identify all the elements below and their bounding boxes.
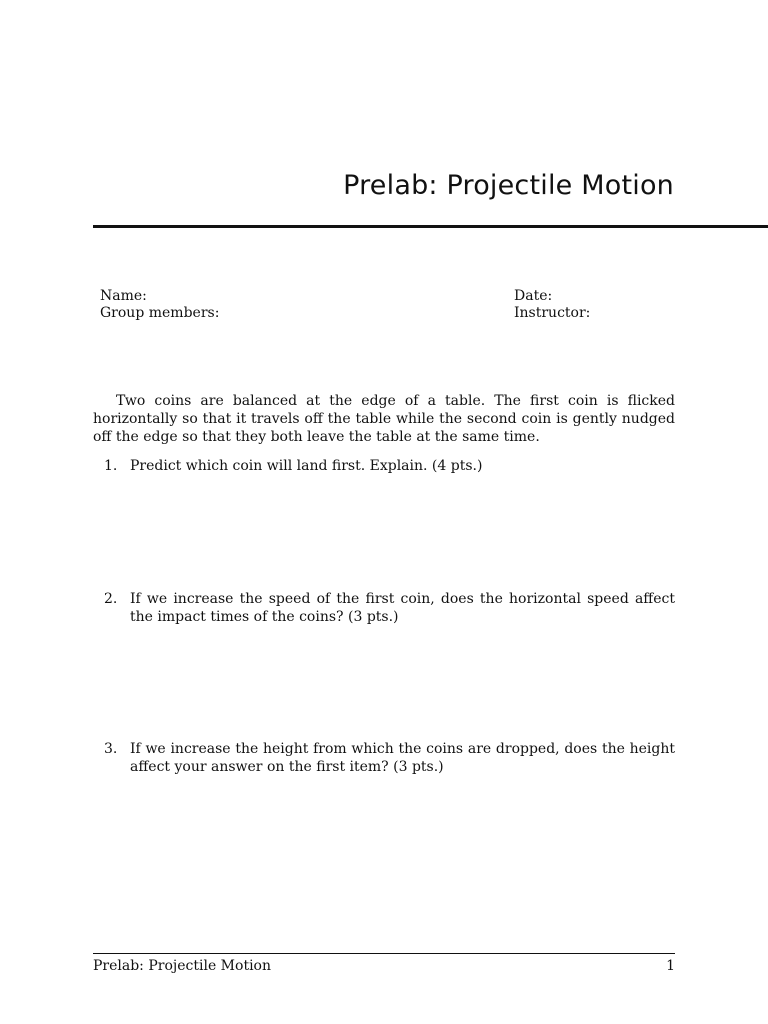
question-number: 3. (104, 741, 118, 757)
name-label: Name: (100, 288, 147, 304)
page-title: Prelab: Projectile Motion (343, 170, 674, 201)
instructor-label: Instructor: (514, 305, 591, 321)
question-text: If we increase the speed of the first coin, does the horizontal speed affect the impact times of the coins? (3 pts.) (130, 591, 675, 625)
question-1 (104, 457, 675, 475)
question-3 (104, 740, 675, 776)
question-number: 2. (104, 591, 118, 607)
footer-title: Prelab: Projectile Motion (93, 958, 271, 974)
page-number: 1 (666, 958, 675, 974)
question-text: Predict which coin will land first. Explain. (4 pts.) (130, 458, 483, 474)
question-number: 1. (104, 458, 118, 474)
title-rule (93, 225, 768, 228)
date-label: Date: (514, 288, 553, 304)
question-2 (104, 590, 675, 626)
group-members-label: Group members: (100, 305, 220, 321)
intro-paragraph: Two coins are balanced at the edge of a table. The first coin is flicked horizontally so that it travels off the table while the second coin is gently nudged off the edge so that they both leave the table at the same time. (93, 393, 675, 445)
footer-rule (93, 953, 675, 954)
question-text: If we increase the height from which the coins are dropped, does the height affect your answer on the first item? (3 pts.) (130, 741, 675, 775)
